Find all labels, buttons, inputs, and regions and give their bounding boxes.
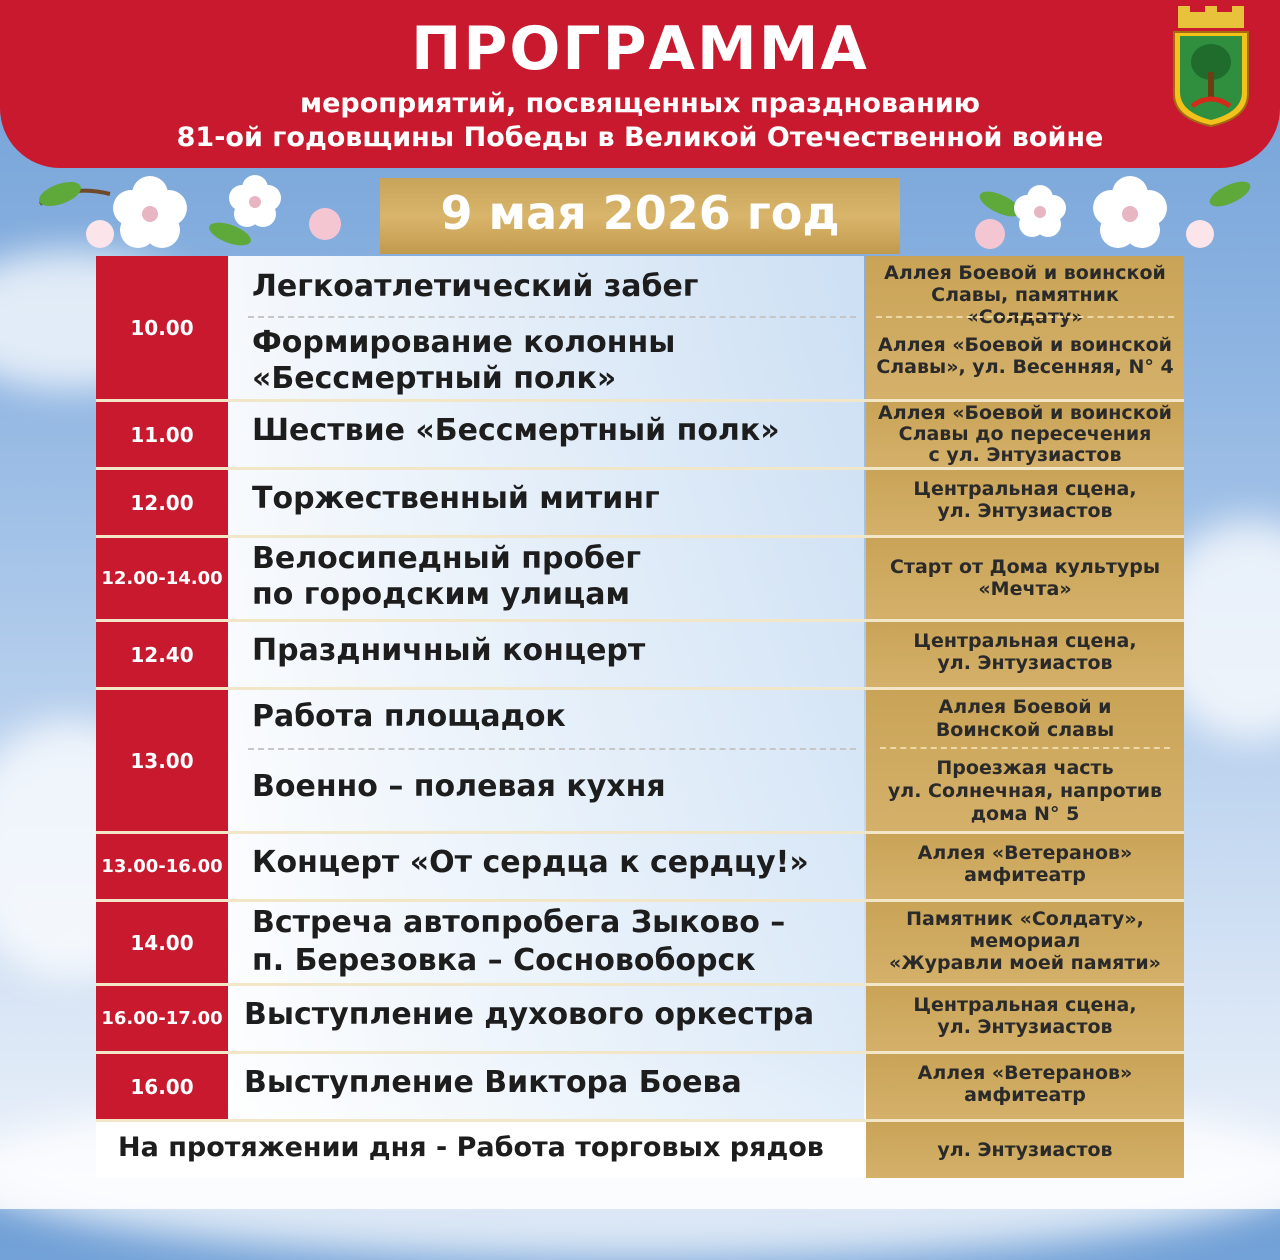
place-text: ул. Энтузиастов [937,500,1113,522]
divider [880,747,1170,749]
place-cell [866,538,1184,619]
event-text: Шествие «Бессмертный полк» [252,413,780,448]
table-row [96,402,1184,470]
place-text: Аллея Боевой и [938,696,1112,718]
table-row [96,690,1184,834]
place-text: амфитеатр [964,864,1086,886]
place-text: Славы до пересечения [898,423,1152,445]
event-cell [228,902,864,983]
divider [248,316,856,318]
place-text: ул. Энтузиастов [937,1139,1113,1161]
place-text: Проезжая часть [936,757,1114,779]
time-cell: 14.00 [96,902,228,983]
event-text: Военно – полевая кухня [252,769,666,804]
place-cell [866,834,1184,899]
place-text: дома N° 5 [970,803,1080,825]
event-text: Торжественный митинг [252,481,660,516]
place-cell [866,690,1184,831]
event-cell [228,1054,864,1119]
place-text: Славы», ул. Весенняя, N° 4 [876,356,1174,378]
place-text: Аллея «Ветеранов» [917,1062,1133,1084]
table-row [96,902,1184,986]
place-text: амфитеатр [964,1084,1086,1106]
apple-blossom-right-icon [960,164,1260,264]
subtitle-line-2: 81-ой годовщины Победы в Великой Отечественной войне [176,122,1104,153]
place-cell [866,256,1184,399]
table-row [96,256,1184,402]
time-cell: 16.00 [96,1054,228,1119]
event-cell [228,470,864,535]
event-text: Выступление духового оркестра [244,997,815,1032]
subtitle-line-1: мероприятий, посвященных празднованию [300,88,980,119]
event-cell [96,1122,864,1178]
place-cell [866,622,1184,687]
table-row [96,538,1184,622]
date-banner [380,178,900,254]
place-cell [866,470,1184,535]
event-text: Легкоатлетический забег [252,269,699,304]
event-cell [228,538,864,619]
divider [248,748,856,750]
place-text: Аллея Боевой и воинской [884,262,1166,284]
event-cell [228,402,864,467]
place-text: Старт от Дома культуры [889,556,1161,578]
event-text: Встреча автопробега Зыково – [252,905,786,940]
place-cell [866,902,1184,983]
event-date: 9 мая 2026 год [440,186,840,240]
event-text: Праздничный концерт [252,633,646,668]
place-text: мемориал [969,930,1081,952]
place-text: ул. Солнечная, напротив [887,780,1163,802]
place-text: Аллея «Ветеранов» [917,842,1133,864]
event-text: Работа площадок [252,699,566,734]
time-cell: 11.00 [96,402,228,467]
table-row [96,986,1184,1054]
page-title: ПРОГРАММА [411,14,869,84]
place-text: Аллея «Боевой и воинской [878,402,1172,424]
place-cell [866,1054,1184,1119]
table-row [96,622,1184,690]
event-text: «Бессмертный полк» [252,361,617,396]
city-coat-of-arms-icon [1170,6,1252,128]
place-cell [866,402,1184,467]
header-banner [0,0,1280,168]
event-text: Выступление Виктора Боева [244,1065,742,1100]
time-cell: 13.00-16.00 [96,834,228,899]
event-text: Велосипедный пробег [252,541,642,576]
time-cell: 13.00 [96,690,228,831]
place-text: «Мечта» [978,578,1072,600]
event-cell [228,834,864,899]
place-text: Центральная сцена, [913,478,1137,500]
table-row [96,470,1184,538]
table-row [96,834,1184,902]
table-row [96,1054,1184,1122]
time-cell: 10.00 [96,256,228,399]
table-row-all-day [96,1122,1184,1178]
place-text: «Журавли моей памяти» [889,952,1161,974]
time-cell: 12.00 [96,470,228,535]
place-text: ул. Энтузиастов [937,652,1113,674]
place-cell [866,1122,1184,1178]
time-cell: 16.00-17.00 [96,986,228,1051]
divider [876,316,1174,318]
place-text: Центральная сцена, [913,994,1137,1016]
place-cell [866,986,1184,1051]
event-cell [228,256,864,399]
event-text: Формирование колонны [252,325,676,360]
place-text: Аллея «Боевой и воинской [878,334,1172,356]
event-cell [228,690,864,831]
place-text: Воинской славы [935,719,1115,741]
event-text: На протяжении дня - Работа торговых рядов [118,1132,824,1163]
place-text: с ул. Энтузиастов [928,444,1122,466]
event-cell [228,622,864,687]
event-cell [228,986,864,1051]
event-text: по городским улицам [252,577,631,612]
event-text: п. Березовка – Сосновоборск [252,943,756,978]
event-text: Концерт «От сердца к сердцу!» [252,845,809,880]
place-text: Памятник «Солдату», [906,908,1144,930]
apple-blossom-left-icon [30,164,360,264]
place-text: Славы, памятник «Солдату» [931,284,1119,328]
place-text: ул. Энтузиастов [937,1016,1113,1038]
time-cell: 12.00-14.00 [96,538,228,619]
place-text: Центральная сцена, [913,630,1137,652]
time-cell: 12.40 [96,622,228,687]
